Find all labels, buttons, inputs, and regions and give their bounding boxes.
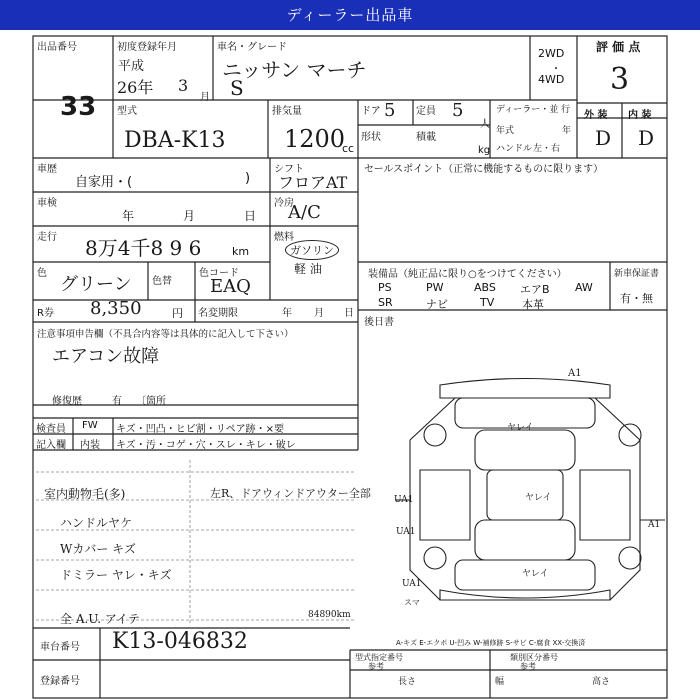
displacement: 1200 (284, 125, 346, 153)
type-designation-ref: 参考 (368, 662, 384, 671)
km-unit: km (232, 245, 250, 258)
equip-abs: ABS (474, 281, 496, 294)
first-reg-label: 初度登録年月 (117, 42, 177, 53)
color: グリーン (60, 274, 132, 295)
kg-unit: kg (478, 145, 491, 156)
car-name-label: 車名・グレード (217, 42, 287, 53)
diagram-label-3: ヤレイ (522, 569, 549, 579)
model-year-unit: 年 (562, 126, 572, 136)
exterior-label: 外 装 (584, 110, 608, 121)
doors: 5 (384, 100, 396, 121)
r-ticket-amount: 8,350 (90, 298, 142, 319)
color-label: 色 (37, 268, 47, 279)
diagram-label-4: UA1 (394, 495, 414, 505)
fw-items: キズ・凹凸・ヒビ割・リペア跡・×要 (116, 424, 284, 435)
diagram-label-2: ヤレイ (525, 493, 552, 503)
memo-line-2: ハンドルヤケ (60, 516, 133, 530)
mileage: 8万4千8 9 6 (85, 236, 202, 260)
interior-check-label: 内装 (80, 440, 100, 451)
yen-unit: 円 (172, 307, 183, 320)
fuel-light-oil: 軽 油 (294, 262, 322, 276)
new-warranty-label: 新車保証書 (614, 269, 660, 279)
repair-value: 有 (112, 396, 122, 407)
meikei-year: 年 (282, 308, 292, 319)
model: DBA-K13 (124, 128, 226, 153)
equip-navi: ナビ (426, 298, 448, 311)
memo-line-5: 全 A.U. アイテ (60, 612, 140, 626)
length-label: 長さ (398, 677, 417, 687)
color-change-label: 色替 (152, 276, 172, 287)
first-reg-month: 3 (178, 76, 189, 95)
height-label: 高さ (592, 677, 611, 687)
fuel-gasoline: ガソリン (285, 240, 339, 260)
rear-label: 後日書 (364, 317, 394, 328)
capacity: 5 (452, 100, 464, 121)
equip-pw: PW (426, 281, 444, 294)
history-close: ) (245, 171, 251, 186)
doors-label: ドア (361, 106, 381, 117)
score-label: 評 価 点 (596, 40, 641, 54)
type-designation-label: 型式指定番号 (355, 653, 403, 662)
entry-label: 記入欄 (36, 440, 66, 451)
displacement-label: 排気量 (272, 106, 302, 117)
first-reg-year: 26年 (117, 78, 154, 97)
class-number-ref: 参考 (520, 662, 536, 671)
parallel-label: ディーラー・並 行 (496, 105, 571, 115)
model-label: 型式 (117, 106, 137, 117)
first-reg-month-unit: 月 (200, 92, 210, 103)
grade: S (230, 76, 244, 100)
interior-check-items: キズ・汚・コゲ・穴・スレ・キレ・破レ (116, 440, 296, 451)
fuel-label: 燃料 (274, 232, 294, 243)
equipment-label: 装備品（純正品に限り○をつけてください） (368, 269, 567, 280)
new-warranty-options: 有・無 (620, 292, 653, 305)
history-label: 車歴 (37, 164, 57, 175)
diagram-label-5: UA1 (396, 527, 416, 537)
drive-2wd: 2WD (538, 47, 565, 60)
inspector-label: 検査員 (36, 424, 66, 435)
repair-place: 〔箇所 (136, 396, 166, 407)
mileage-label: 走行 (37, 232, 57, 243)
diagram-label-1: ヤレイ (507, 423, 534, 433)
history: 自家用・( (75, 175, 133, 190)
score: 3 (610, 62, 630, 97)
inspection-year: 年 (122, 209, 135, 223)
meikei-day: 日 (344, 308, 354, 319)
memo-odometer: 84890km (308, 610, 351, 620)
diagram-front-label: A1 (568, 368, 582, 379)
meikei-label: 名変期限 (198, 308, 238, 319)
repair-label: 修復歴 (52, 396, 82, 407)
shift: フロアAT (278, 173, 348, 192)
notes-label: 注意事項申告欄（不具合内容等は具体的に記入して下さい） (37, 329, 294, 340)
cc-unit: cc (342, 142, 355, 155)
drive-dot: ・ (551, 64, 561, 75)
ac-label: 冷房 (274, 198, 294, 209)
interior-grade: D (638, 126, 655, 150)
equip-airbag: エアB (520, 283, 550, 296)
handle-label: ハンドル (496, 144, 533, 154)
color-code: EAQ (210, 276, 251, 297)
inspection-day: 日 (244, 209, 257, 223)
sales-points-label: セールスポイント（正常に機能するものに限ります） (364, 164, 604, 175)
memo-right-1: 左R、ドアウィンドアウター全部 (210, 487, 371, 500)
person-unit: 人 (480, 119, 490, 130)
ac: A/C (288, 202, 321, 223)
diagram-label-6: A1 (648, 520, 661, 530)
lot-number: 33 (60, 92, 97, 122)
interior-label: 内 装 (628, 110, 652, 121)
notes-text: エアコン故障 (52, 346, 160, 367)
equip-ps: PS (378, 281, 392, 294)
shift-label: シフト (274, 164, 304, 175)
meikei-month: 月 (314, 308, 324, 319)
shape-label: 形状 (361, 132, 381, 143)
lot-number-label: 出品番号 (37, 42, 77, 53)
equip-sr: SR (378, 296, 393, 309)
handle-options: 左・右 (533, 144, 561, 154)
memo-line-3: Wカバー キズ (60, 542, 136, 556)
equip-aw: AW (575, 281, 593, 294)
first-reg-era: 平成 (118, 59, 145, 74)
width-label: 幅 (495, 677, 505, 687)
capacity-label: 定員 (416, 106, 436, 117)
chassis-label: 車台番号 (40, 642, 80, 653)
load-label: 積載 (416, 132, 436, 143)
equip-leather: 本革 (522, 298, 544, 311)
class-number-label: 類別区分番号 (510, 653, 558, 662)
chassis-number: K13-046832 (112, 629, 248, 654)
model-year-label: 年式 (496, 126, 515, 136)
diagram-legend: A-キズ E-エクボ U-凹み W-補修跡 S-サビ C-腐食 XX-交換済 (396, 639, 586, 647)
inspection-month: 月 (183, 209, 196, 223)
drive-4wd: 4WD (538, 73, 565, 86)
memo-line-1: 室内動物毛(多) (44, 487, 126, 501)
memo-line-4: ドミラー ヤレ・キズ (60, 568, 172, 582)
registration-label: 登録番号 (40, 676, 80, 687)
car-name: ニッサン マーチ (222, 58, 367, 82)
r-ticket-label: R券 (37, 308, 54, 319)
document-banner: ディーラー出品車 (0, 0, 700, 30)
diagram-label-8: スマ (404, 598, 420, 607)
equip-tv: TV (480, 296, 495, 309)
fw-label: FW (82, 420, 98, 431)
inspection-label: 車検 (37, 198, 57, 209)
exterior-grade: D (595, 126, 612, 150)
diagram-label-7: UA1 (402, 579, 422, 589)
color-code-label: 色コード (199, 268, 239, 279)
